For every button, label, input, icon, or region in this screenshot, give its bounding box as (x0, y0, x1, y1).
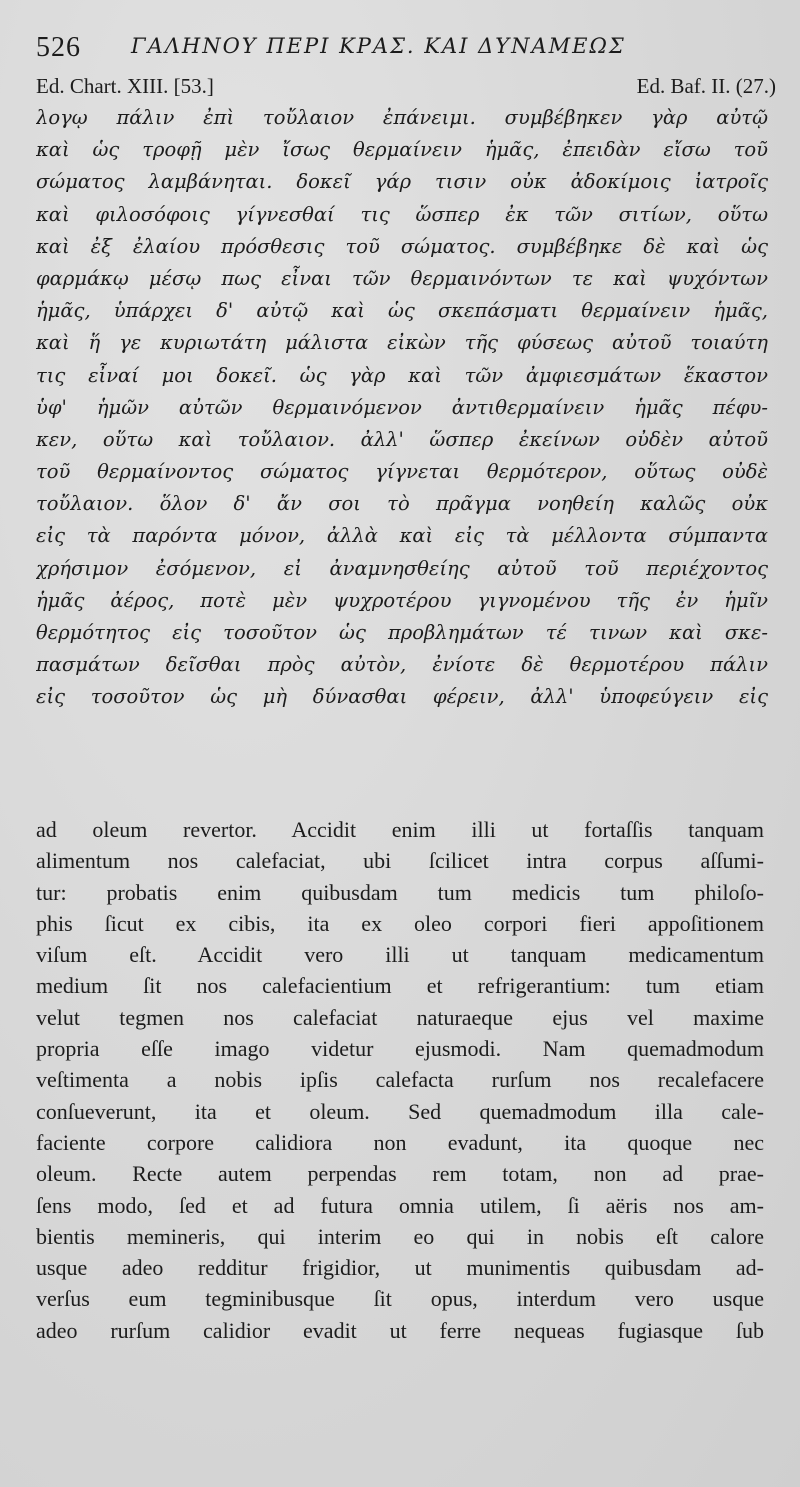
greek-line: τις εἶναί μοι δοκεῖ. ὡς γὰρ καὶ τῶν ἀμφιεσμάτων ἕκαστον (36, 363, 768, 387)
greek-line: εἰς τὰ παρόντα μόνον, ἀλλὰ καὶ εἰς τὰ μέλλοντα σύμπαντα (36, 524, 768, 548)
page-header (36, 28, 776, 68)
page-number: 526 (36, 32, 81, 63)
greek-line: τοῦ θερμαίνοντος σώματος γίγνεται θερμότερον, οὕτως οὐδὲ (36, 460, 768, 484)
edition-reference-basel: Ed. Baf. II. (27.) (636, 74, 776, 98)
greek-line: τοὔλαιον. ὅλον δ' ἄν σοι τὸ πρᾶγμα νοηθείη καλῶς οὐκ (36, 492, 768, 516)
greek-line: ἡμᾶς ἀέρος, ποτὲ μὲν ψυχροτέρου γιγνομένου τῆς ἐν ἡμῖν (36, 588, 768, 612)
edition-reference-chart: Ed. Chart. XIII. [53.] (36, 74, 214, 98)
latin-line: alimentum nos calefaciat, ubi ſcilicet intra corpus aſſumi- (36, 848, 764, 874)
greek-line: ἡμᾶς, ὑπάρχει δ' αὐτῷ καὶ ὡς σκεπάσματι θερμαίνειν ἡμᾶς, (36, 299, 768, 323)
latin-line: faciente corpore calidiora non evadunt, ita quoque nec (36, 1129, 764, 1155)
latin-line: usque adeo redditur frigidior, ut munimentis quibusdam ad- (36, 1255, 764, 1281)
greek-line: εἰς τοσοῦτον ὡς μὴ δύνασθαι φέρειν, ἀλλ' ὑποφεύγειν εἰς (36, 685, 768, 709)
greek-line: πασμάτων δεῖσθαι πρὸς αὐτὸν, ἐνίοτε δὲ θερμοτέρου πάλιν (36, 653, 768, 677)
greek-line: χρήσιμον ἐσόμενον, εἰ ἀναμνησθείης αὐτοῦ τοῦ περιέχοντος (36, 556, 768, 580)
greek-line: λογῳ πάλιν ἐπὶ τοὔλαιον ἐπάνειμι. συμβέβηκεν γὰρ αὐτῷ (36, 106, 768, 129)
latin-line: viſum eſt. Accidit vero illi ut tanquam medicamentum (36, 942, 764, 968)
latin-line: veſtimenta a nobis ipſis calefacta rurſum nos recalefacere (36, 1067, 764, 1093)
greek-line: καὶ φιλοσόφοις γίγνεσθαί τις ὥσπερ ἐκ τῶν σιτίων, οὕτω (36, 202, 768, 226)
greek-line: θερμότητος εἰς τοσοῦτον ὡς προβλημάτων τέ τινων καὶ σκε- (36, 621, 768, 644)
greek-line: ὑφ' ἡμῶν αὐτῶν θερμαινόμενον ἀντιθερμαίνειν ἡμᾶς πέφυ- (36, 395, 768, 419)
latin-line: verſus eum tegminibusque ſit opus, interdum vero usque (36, 1286, 764, 1312)
latin-line: velut tegmen nos calefaciat naturaeque ejus vel maxime (36, 1004, 764, 1030)
greek-line: κεν, οὕτω καὶ τοὔλαιον. ἀλλ' ὥσπερ ἐκείνων οὐδὲν αὐτοῦ (36, 427, 768, 451)
greek-line: σώματος λαμβάνηται. δοκεῖ γάρ τισιν οὐκ ἀδοκίμοις ἰατροῖς (36, 170, 768, 194)
greek-text-block (36, 102, 768, 714)
latin-line: conſueverunt, ita et oleum. Sed quemadmodum illa cale- (36, 1098, 764, 1124)
greek-line: καὶ ἥ γε κυριωτάτη μάλιστα εἰκὼν τῆς φύσεως αὐτοῦ τοιαύτη (36, 331, 768, 355)
edition-references (36, 74, 776, 100)
latin-line: tur: probatis enim quibusdam tum medicis tum philoſo- (36, 879, 764, 905)
latin-text-block (36, 814, 764, 1346)
latin-line: ſens modo, ſed et ad futura omnia utilem, ſi aëris nos am- (36, 1192, 764, 1218)
latin-line: phis ſicut ex cibis, ita ex oleo corpori fieri appoſitionem (36, 910, 764, 936)
latin-line: bientis memineris, qui interim eo qui in nobis eſt calore (36, 1223, 764, 1249)
latin-line: propria eſſe imago videtur ejusmodi. Nam quemadmodum (36, 1036, 764, 1062)
greek-line: φαρμάκῳ μέσῳ πως εἶναι τῶν θερμαινόντων τε καὶ ψυχόντων (36, 266, 768, 290)
greek-line: καὶ ἐξ ἐλαίου πρόσθεσις τοῦ σώματος. συμβέβηκε δὲ καὶ ὡς (36, 234, 768, 258)
latin-line: medium ſit nos calefacientium et refrigerantium: tum etiam (36, 973, 764, 999)
latin-line: oleum. Recte autem perpendas rem totam, non ad prae- (36, 1161, 764, 1187)
running-title: ΓΑΛΗΝΟΥ ΠΕΡΙ ΚΡΑΣ. ΚΑΙ ΔΥΝΑΜΕΩΣ (131, 34, 626, 58)
latin-line: adeo rurſum calidior evadit ut ferre nequeas fugiasque ſub (36, 1317, 764, 1343)
latin-line: ad oleum revertor. Accidit enim illi ut fortaſſis tanquam (36, 817, 764, 842)
greek-line: καὶ ὡς τροφῇ μὲν ἴσως θερμαίνειν ἡμᾶς, ἐπειδὰν εἴσω τοῦ (36, 138, 768, 162)
